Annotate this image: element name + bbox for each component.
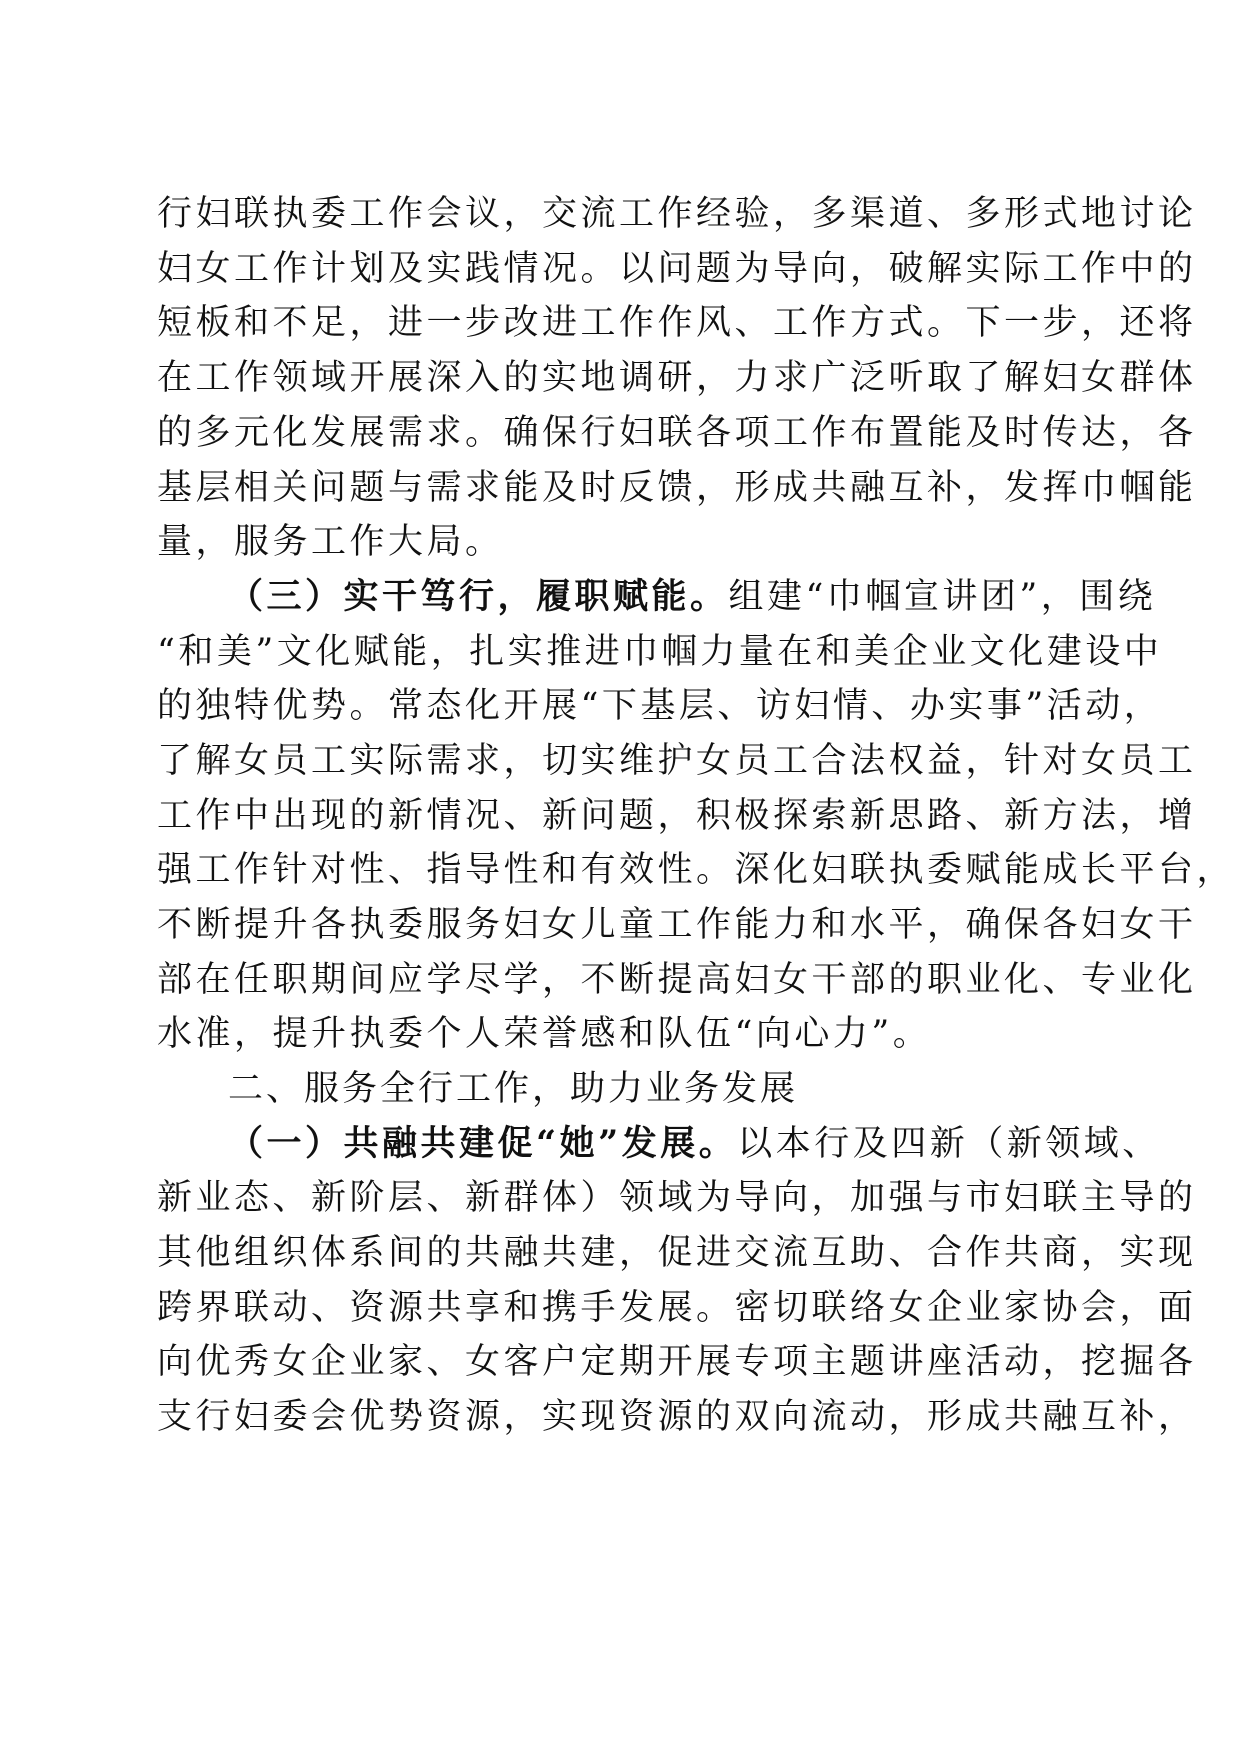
paragraph-line: 跨界联动、资源共享和携手发展。密切联络女企业家协会，面 (157, 1288, 1197, 1328)
paragraph-line: 向优秀女企业家、女客户定期开展专项主题讲座活动，挖掘各 (157, 1342, 1197, 1382)
paragraph-line: 了解女员工实际需求，切实维护女员工合法权益，针对女员工 (157, 741, 1197, 781)
subsection-1-first-line (228, 1116, 1161, 1172)
paragraph-line: 妇女工作计划及实践情况。以问题为导向，破解实际工作中的 (157, 249, 1197, 289)
subsection-1-title: （一）共融共建促“她”发展。 (228, 1123, 738, 1164)
paragraph-line: 短板和不足，进一步改进工作作风、工作方式。下一步，还将 (157, 303, 1197, 343)
section-3-title: （三）实干笃行，履职赋能。 (228, 576, 729, 617)
paragraph-line: 不断提升各执委服务妇女儿童工作能力和水平，确保各妇女干 (157, 905, 1197, 945)
paragraph-line: 工作中出现的新情况、新问题，积极探索新思路、新方法，增 (157, 796, 1197, 836)
paragraph-line: 水准，提升执委个人荣誉感和队伍“向心力”。 (157, 1014, 932, 1054)
subsection-1-text: 以本行及四新（新领域、 (737, 1124, 1161, 1164)
paragraph-line: 量，服务工作大局。 (157, 522, 504, 562)
paragraph-line: 新业态、新阶层、新群体）领域为导向，加强与市妇联主导的 (157, 1178, 1197, 1218)
paragraph-line: “和美”文化赋能，扎实推进巾帼力量在和美企业文化建设中 (157, 632, 1163, 672)
paragraph-line: 部在任职期间应学尽学，不断提高妇女干部的职业化、专业化 (157, 960, 1197, 1000)
paragraph-line: 的独特优势。常态化开展“下基层、访妇情、办实事”活动， (157, 686, 1163, 726)
paragraph-line: 在工作领域开展深入的实地调研，力求广泛听取了解妇女群体 (157, 358, 1197, 398)
paragraph-line: 其他组织体系间的共融共建，促进交流互助、合作共商，实现 (157, 1233, 1197, 1273)
paragraph-line: 强工作针对性、指导性和有效性。深化妇联执委赋能成长平台， (157, 850, 1236, 890)
paragraph-line: 行妇联执委工作会议，交流工作经验，多渠道、多形式地讨论 (157, 194, 1197, 234)
section-3-first-line (228, 569, 1157, 625)
paragraph-line: 支行妇委会优势资源，实现资源的双向流动，形成共融互补， (157, 1397, 1197, 1437)
section-heading: 二、服务全行工作，助力业务发展 (228, 1069, 799, 1109)
section-3-text: 组建“巾帼宣讲团”，围绕 (728, 577, 1157, 617)
paragraph-line: 基层相关问题与需求能及时反馈，形成共融互补，发挥巾帼能 (157, 468, 1197, 508)
paragraph-line: 的多元化发展需求。确保行妇联各项工作布置能及时传达，各 (157, 413, 1197, 453)
